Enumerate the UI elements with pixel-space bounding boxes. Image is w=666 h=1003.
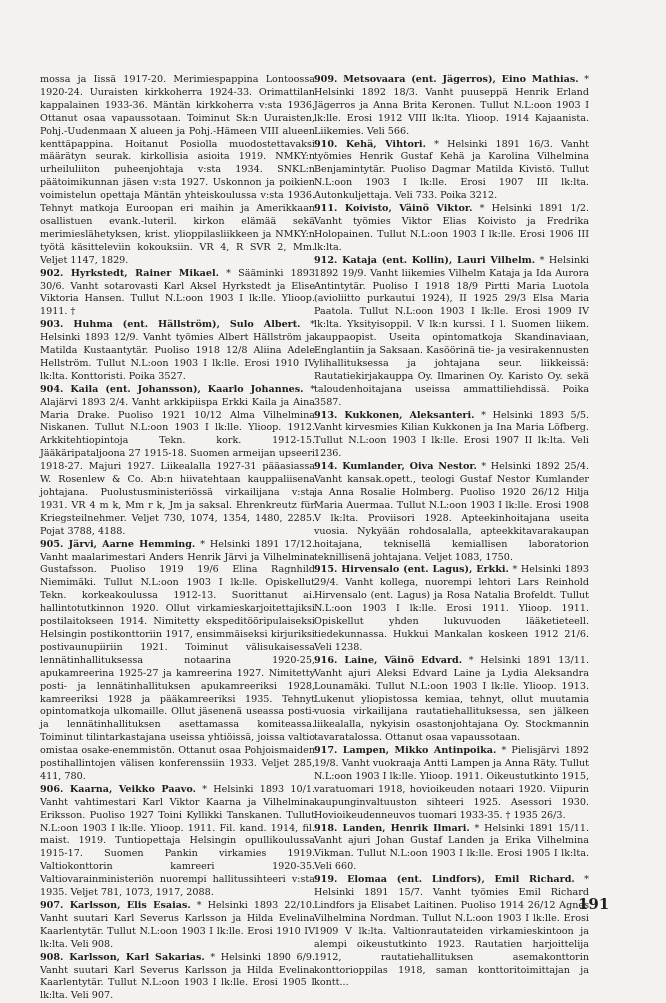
entry-text: * Helsinki 1893 5/5. Vanht kirvesmies Kilian Kukkonen ja Ina Maria Löfberg. Tullut N.L:oon 1903 I lk:lle. Erosi 1907 II lk:lta. Veli 1236. xyxy=(314,409,589,460)
entry xyxy=(40,784,315,900)
entry xyxy=(40,900,315,952)
entry-text: * Helsinki 1892 18/3. Vanht puuseppä Henrik Erland Jägerros ja Anna Brita Keronen. Tullut N.L:oon 1903 I lk:lle. Erosi 1912 VIII lk:lta. Ylioop. 1914 Kajaanista. Liikemies. Veli 566. xyxy=(314,74,589,137)
entry xyxy=(314,255,589,410)
entry-head: 918. Landen, Henrik Ilmari. xyxy=(314,822,470,834)
entry xyxy=(314,74,589,139)
entry xyxy=(314,139,589,204)
entry-text: * Helsinki 1893 12/9. Vanht työmies Albert Hällström ja Matilda Kustaantytär. Puoliso 1918 12/8 Aliina Adele Hellström. Tullut N.L:oon 1903 I lk:lle. Erosi 1910 IV lk:lta. Konttoristi. Poika 3527. xyxy=(40,319,315,382)
entry xyxy=(40,539,315,784)
entry xyxy=(40,384,315,539)
entry xyxy=(314,823,589,875)
entry-head: 908. Karlsson, Karl Sakarias. xyxy=(40,951,205,963)
entry-head: 911. Koivisto, Väinö Viktor. xyxy=(314,203,473,215)
entry xyxy=(314,410,589,462)
entry-text: * Helsinki 1890 6/9. Vanht suutari Karl Severus Karlsson ja Hilda Evelina Kaarlentytär. Tullut N.L:oon 1903 I lk:lle. Erosi 1905 I lk:lta. Veli 907. xyxy=(40,951,315,1002)
entry xyxy=(314,874,589,990)
entry-text: * Helsinki 1891 15/11. Vanht ajuri Johan Gustaf Landen ja Erika Vilhelmina Vikman. Tullut N.L:oon 1903 I lk:lle. Erosi 1905 I lk:lta. Veli 660. xyxy=(314,822,589,873)
entry-head: 915. Hirvensalo (ent. Lagus), Erkki. xyxy=(314,564,509,576)
entry-text: * Helsinki 1893 10/1. Vanht vahtimestari Karl Viktor Kaarna ja Vilhelmina Eriksson. Puoliso 1927 Toini Kyllikki Tanskanen. Tullut N.L:oon 1903 I lk:lle. Ylioop. 1911. Fil. kand. 1914, fil. maist. 1919. Tuntiopettaja Helsingin opullikoulussa 1915-17. Suomen Pankin virkamies 1919. Valtiokonttorin kamreeri 1920-35. Valtiovarainministeriön nuorempi hallitussihteeri v:sta 1935. Veljet 781, 1073, 1917, 2088. xyxy=(40,783,316,899)
entry xyxy=(40,319,315,384)
entry xyxy=(314,745,589,822)
right-column xyxy=(314,74,589,990)
entry xyxy=(314,564,589,654)
entry-text: * Helsinki 1893 22/10. Vanht suutari Karl Severus Karlsson ja Hilda Evelina Kaarlentytär. Tullut N.L:oon 1903 I lk:lle. Erosi 1910 IV lk:lta. Veli 908. xyxy=(40,900,315,950)
entry xyxy=(314,655,589,745)
entry-head: 914. Kumlander, Oiva Nestor. xyxy=(314,461,477,473)
entry-head: 902. Hyrkstedt, Rainer Mikael. xyxy=(40,267,219,279)
entry-head: 903. Huhma (ent. Hällström), Sulo Albert. xyxy=(40,319,301,331)
entry-text: * Helsinki 1892 25/4. Vanht kansak.opett., teologi Gustaf Nestor Kumlander ja Anna Rosalie Holmberg. Puoliso 1920 26/12 Hilja Maria Auermaa. Tullut N.L:oon 1903 I lk:lle. Erosi 1908 V lk:lta. Proviisori 1928. Apteekinhoitajana useita vuosia. Nykyään rohdosalalla, apteekkitavarakaupan hoitajana, teknisellä kemiallisen laboratorion teknillisenä johtajana. Veljet 1083, 1750. xyxy=(314,461,589,563)
page-number: 191 xyxy=(578,895,610,913)
entry-head: 909. Metsovaara (ent. Jägerros), Eino Mathias. xyxy=(314,74,579,85)
entry-text: * Helsinki 1891 15/7. Vanht työmies Emil Richard Lindfors ja Elisabet Laitinen. Puoliso 1914 26/12 Agnes Vilhelmina Nordman. Tullut N.L:oon 1903 I lk:lle. Erosi 1909 V lk:lta. Valtionrautateiden virkamieskintoon ja alempi oikeustutkinto 1923. Rautatien harjoittelija 1912, rautatiehallituksen asemakonttorin konttorioppilas 1918, saman konttoritoimittajan ja kontt... xyxy=(314,874,589,989)
entry-text: * Pielisjärvi 1892 19/8. Vanht vuokraaja Antti Lampen ja Anna Räty. Tullut N.L:oon 1903 I lk:lle. Ylioop. 1911. Oikeustutkinto 1915, varatuomari 1918, hovioikeuden notaari 1920. Viipurin kaupunginvaltuuston sihteeri 1925. Asessori 1930. Hovioikeudenneuvos tuomari 1933-35. † 1935 26/3. xyxy=(314,745,589,821)
left-column xyxy=(40,74,315,1003)
entry-head: 907. Karlsson, Elis Esaias. xyxy=(40,900,191,911)
entry xyxy=(40,952,315,1003)
entry-text: * Helsinki 1892 19/9. Vanht liikemies Vilhelm Kataja ja Ida Aurora Antintytär. Puoliso I 1918 18/9 Pirtti Maria Luotola (avioliitto purkautui 1924), II 1925 29/3 Elsa Maria Paatola. Tullut N.L:oon 1903 I lk:lle. Erosi 1909 IV lk:lta. Yksityisoppil. V lk:n kurssi. I l. Suomen liikem. kauppaopist. Useita opintomatkoja Skandinaviaan, Englantiin ja Saksaan. Kasöörinä tie- ja vesirakennusten ylihallituksessa ja johtajana seur. liikkeissä: Rautatiekirjakauppa Oy. Ilmarinen Oy. Karisto Oy. sekä taloudenhoitajana useissa ammattiliehdissä. Poika 3587. xyxy=(314,254,590,408)
entry-text: * Helsinki 1891 1/2. Vanht työmies Viktor Elias Koivisto ja Fredrika Holopainen. Tullut N.L:oon 1903 I lk:lle. Erosi 1906 III lk:lta. xyxy=(314,203,589,253)
entry-text: * Sääminki 1893 30/6. Vanht sotarovasti Karl Aksel Hyrkstedt ja Elise Viktoria Hansen. Tullut N.L:oon 1903 I lk:lle. Ylioop. 1911. † xyxy=(40,267,315,318)
entry xyxy=(314,461,589,564)
entry-head: 917. Lampen, Mikko Antinpoika. xyxy=(314,745,497,757)
entry-head: 904. Kaila (ent. Johansson), Kaarlo Johannes. xyxy=(40,383,304,395)
entry-text: * Helsinki 1891 17/12. Vanht maalarimestari Anders Henrik Järvi ja Vilhelmina Gustafsson. Puoliso 1919 19/6 Elina Ragnhild Niemimäki. Tullut N.L:oon 1903 I lk:lle. Opiskellut Tekn. korkeakoulussa 1912-13. Suorittanut ai. hallintotutkinnon 1920. Ollut virkamieskarjoitettajiksi postilaitokseen 1914. Nimitetty ekspeditööripulaiseksi Helsingin postikonttoriin 1917, ensimmäiseksi kirjuriksi postivaunupiiriin 1921. Toiminut välisukaisessa lennätinhallituksessa notaarina 1920-25, apukamreerina 1925-27 ja kamreerina 1927. Nimitetty posti- ja lennätinhallituksen apukamreeriksi 1928, kamreeriksi 1928 ja pääkamreeriksi 1935. Tehnyt opintomatkoja ulkomaille. Ollut jäsenenä useassa posti- ja lennätinhallituksen asettamassa komiteassa. Toiminut tilintarkastajana useissa yhtiöissä, joissa valtio omistaa osake-enemmistön. Ottanut osaa Pohjoismaiden postihallintojen välisen konferenssiin 1933. Veljet 285, 411, 780. xyxy=(40,538,315,782)
entry-text: * Helsinki 1891 13/11. Vanht ajuri Aleksi Edvard Laine ja Lydia Aleksandra Lounamäki. Tullut N.L:oon 1903 I lk:lle. Ylioop. 1913. Lukenut yliopistossa kemiaa, tehnyt, ollut muutamia vuosia virkailijana rautatiehallituksessa, sen jälkeen liikealalla, nykyisin osastonjohtajana Oy. Stockmannin tavaratalossa. Ottanut osaa vapaussotaan. xyxy=(314,654,589,744)
entry-text: mossa ja Iissä 1917-20. Merimiespappina Lontoossa 1920-24. Uuraisten kirkkoherra 1924-33. Orimattilan kappalainen 1933-36. Mäntän kirkkoherra v:sta 1936. Ottanut osaa vapaussotaan. Toiminut Sk:n Uuraisten, Pohj.-Uudenmaan X alueen ja Pohj.-Hämeen VIII alueen kenttäpappina. Hoitanut Posiolla muodostettavaksi määrätyn seurak. kirkollisia asioita 1919. NMKY:n urheiluliiton puheenjohtaja v:sta 1934. SNKL:n päätoimikunnan jäsen v:sta 1927. Uskonnon ja poikien voimistelun opettaja Mäntän yhteiskoulussa v:sta 1936. Tehnyt matkoja Euroopan eri maihin ja Amerikkaan osallistuen evank.-luteril. kirkon elämää sekä merimieslähetyksen, krist. ylioppilasliikkeen ja NMKY:n työtä käsitteleviin kokouksiin. VR 4, R SVR 2, Mm. Veljet 1147, 1829. xyxy=(40,74,315,266)
entry-head: 905. Järvi, Aarne Hemming. xyxy=(40,538,196,550)
entry-head: 919. Elomaa (ent. Lindfors), Emil Richard. xyxy=(314,874,575,886)
entry-head: 910. Kehä, Vihtori. xyxy=(314,138,426,150)
entry-head: 906. Kaarna, Veikko Paavo. xyxy=(40,783,196,795)
entry-head: 912. Kataja (ent. Kollin), Lauri Vilhelm. xyxy=(314,254,536,266)
entry-text: * Helsinki 1891 16/3. Vanht työmies Henrik Gustaf Kehä ja Karolina Vilhelmina Benjamintytär. Puoliso Dagmar Matilda Kivistö. Tullut N.L:oon 1903 I lk:lle. Erosi 1907 III lk:lta. Autonkuljettaja. Veli 733. Poika 3212. xyxy=(314,138,589,202)
entry-head: 913. Kukkonen, Aleksanteri. xyxy=(314,409,475,421)
entry-text: * Helsinki 1893 29/4. Vanht kollega, nuorempi lehtori Lars Reinhold Hirvensalo (ent. Lagus) ja Rosa Natalia Brofeldt. Tullut N.L:oon 1903 I lk:lle. Erosi 1911. Ylioop. 1911. Opiskellut yhden lukuvuoden lääketieteell. tiedekunnassa. Hukkui Mankalan koskeen 1912 21/6. Veli 1238. xyxy=(314,564,590,653)
entry xyxy=(314,203,589,255)
entry-text: * Alajärvi 1893 2/4. Vanht arkkipiispa Erkki Kaila ja Aina Maria Drake. Puoliso 1921 10/12 Alma Vilhelmina Niskanen. Tullut N.L:oon 1903 I lk:lle. Ylioop. 1912. Arkkitehtiopintoja Tekn. kork. 1912-15. Jääkäripataljoona 27 1915-18. Suomen armeijan upseeri 1918-27. Majuri 1927. Liikealalla 1927-31 pääasiassa W. Rosenlew & Co. Ab:n hiivatehtaan kauppaliisena johtajana. Puolustusministeriössä virkailijana v:sta 1931. VR 4 m k, Mm r k, Jm ja saksal. Ehrenkreutz für Kriegsteilnehmer. Veljet 730, 1074, 1354, 1480, 2285. Pojat 3788, 4188. xyxy=(40,383,315,537)
entry xyxy=(40,268,315,320)
entry xyxy=(40,74,315,268)
entry-head: 916. Laine, Väinö Edvard. xyxy=(314,654,463,666)
